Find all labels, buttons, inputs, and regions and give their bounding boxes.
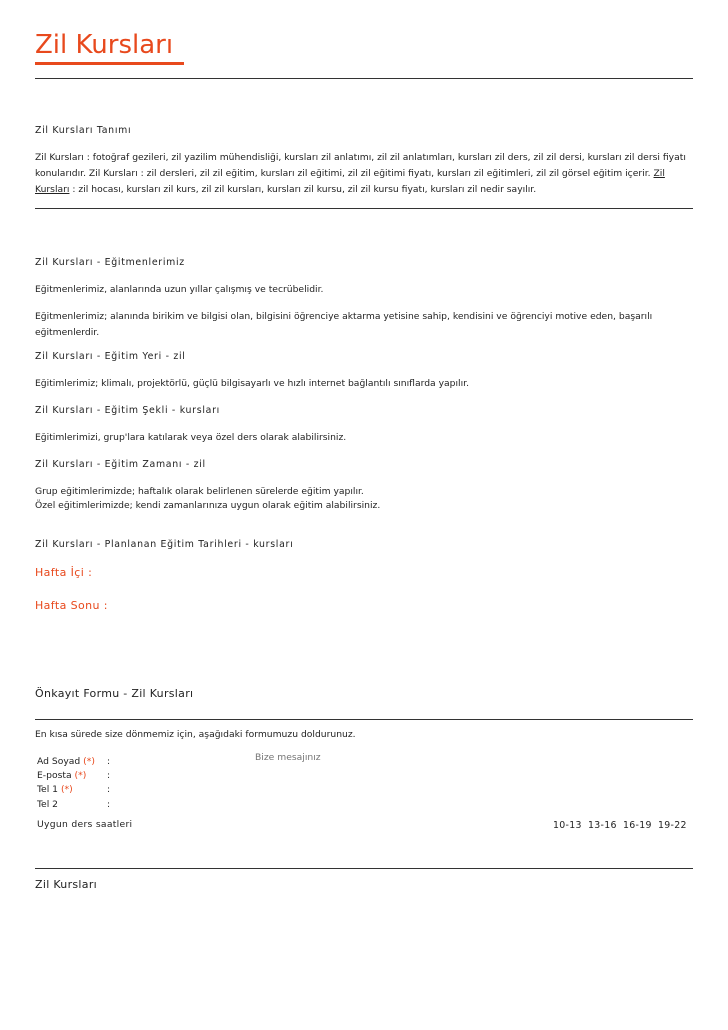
- name-label-text: Ad Soyad: [37, 756, 81, 767]
- instructors-heading: Zil Kursları - Eğitmenlerimiz: [35, 257, 185, 268]
- tel1-label-text: Tel 1: [37, 784, 59, 795]
- required-mark: (*): [83, 756, 95, 767]
- definition-text: [35, 150, 693, 198]
- title-underline: [35, 62, 184, 65]
- name-colon: :: [107, 756, 111, 767]
- tel2-label: [37, 798, 58, 812]
- tel1-label: [37, 783, 73, 797]
- time-line2: Özel eğitimlerimizde; kendi zamanlarınıza uygun olarak eğitim alabilirsiniz.: [35, 500, 381, 511]
- weekend-label: Hafta Sonu :: [35, 599, 108, 612]
- time-heading: Zil Kursları - Eğitim Zamanı - zil: [35, 459, 206, 470]
- form-intro: En kısa sürede size dönmemiz için, aşağıdaki formumuzu doldurunuz.: [35, 729, 356, 740]
- message-input[interactable]: [255, 752, 455, 812]
- slot-option[interactable]: 19-22: [658, 820, 687, 831]
- tel2-colon: :: [107, 799, 111, 810]
- format-text: Eğitimlerimizi, grup'lara katılarak veya özel ders olarak alabilirsiniz.: [35, 432, 347, 443]
- time-line1: Grup eğitimlerimizde; haftalık olarak belirlenen sürelerde eğitim yapılır.: [35, 486, 364, 497]
- email-label: [37, 769, 86, 783]
- definition-heading: Zil Kursları Tanımı: [35, 125, 132, 136]
- instructors-p2: Eğitmenlerimiz; alanında birikim ve bilgisi olan, bilgisini öğrenciye aktarma yetisine sahip, kendisini ve öğrenciyi motive eden, başarılı eğitmenlerdir.: [35, 311, 653, 338]
- footer-title: Zil Kursları: [35, 878, 98, 891]
- divider: [35, 208, 693, 209]
- name-label: [37, 755, 95, 769]
- tel1-colon: :: [107, 784, 111, 795]
- slot-option[interactable]: 16-19: [623, 820, 652, 831]
- page-title: Zil Kursları: [35, 30, 174, 60]
- place-text: Eğitimlerimiz; klimalı, projektörlü, güçlü bilgisayarlı ve hızlı internet bağlantılı sınıflarda yapılır.: [35, 378, 469, 389]
- divider: [35, 719, 693, 720]
- instructors-p1: Eğitmenlerimiz, alanlarında uzun yıllar çalışmış ve tecrübelidir.: [35, 284, 324, 295]
- required-mark: (*): [60, 784, 73, 795]
- definition-text-after: : zil hocası, kursları zil kurs, zil zil kursları, kursları zil kursu, zil zil kursu fiyatı, kursları zil nedir sayılır.: [72, 184, 537, 195]
- definition-text-before: Zil Kursları : fotoğraf gezileri, zil yazilim mühendisliği, kursları zil anlatımı, zil zil anlatımları, kursları zil ders, zil zil dersi, kursları zil dersi fiyatı konularıdır. Zil Kursları : zil dersleri, zil zil eğitim, kursları zil eğitimi, zil zil eğitimi fiyatı, kursları zil eğitimleri, zil zil görsel eğitim içerir.: [35, 152, 686, 179]
- hours-label: Uygun ders saatleri: [37, 819, 133, 830]
- format-heading: Zil Kursları - Eğitim Şekli - kursları: [35, 405, 220, 416]
- email-label-text: E-posta: [37, 770, 72, 781]
- weekdays-label: Hafta İçi :: [35, 566, 93, 579]
- slot-option[interactable]: 13-16: [588, 820, 617, 831]
- slot-option[interactable]: 10-13: [553, 820, 582, 831]
- definition-link[interactable]: Zil Kursları: [35, 168, 665, 195]
- tel2-label-text: Tel 2: [37, 799, 59, 810]
- place-heading: Zil Kursları - Eğitim Yeri - zil: [35, 351, 186, 362]
- schedule-heading: Zil Kursları - Planlanan Eğitim Tarihleri - kursları: [35, 539, 294, 550]
- form-heading: Önkayıt Formu - Zil Kursları: [35, 687, 194, 700]
- divider: [35, 78, 693, 79]
- divider: [35, 868, 693, 869]
- email-colon: :: [107, 770, 111, 781]
- required-mark: (*): [74, 770, 87, 781]
